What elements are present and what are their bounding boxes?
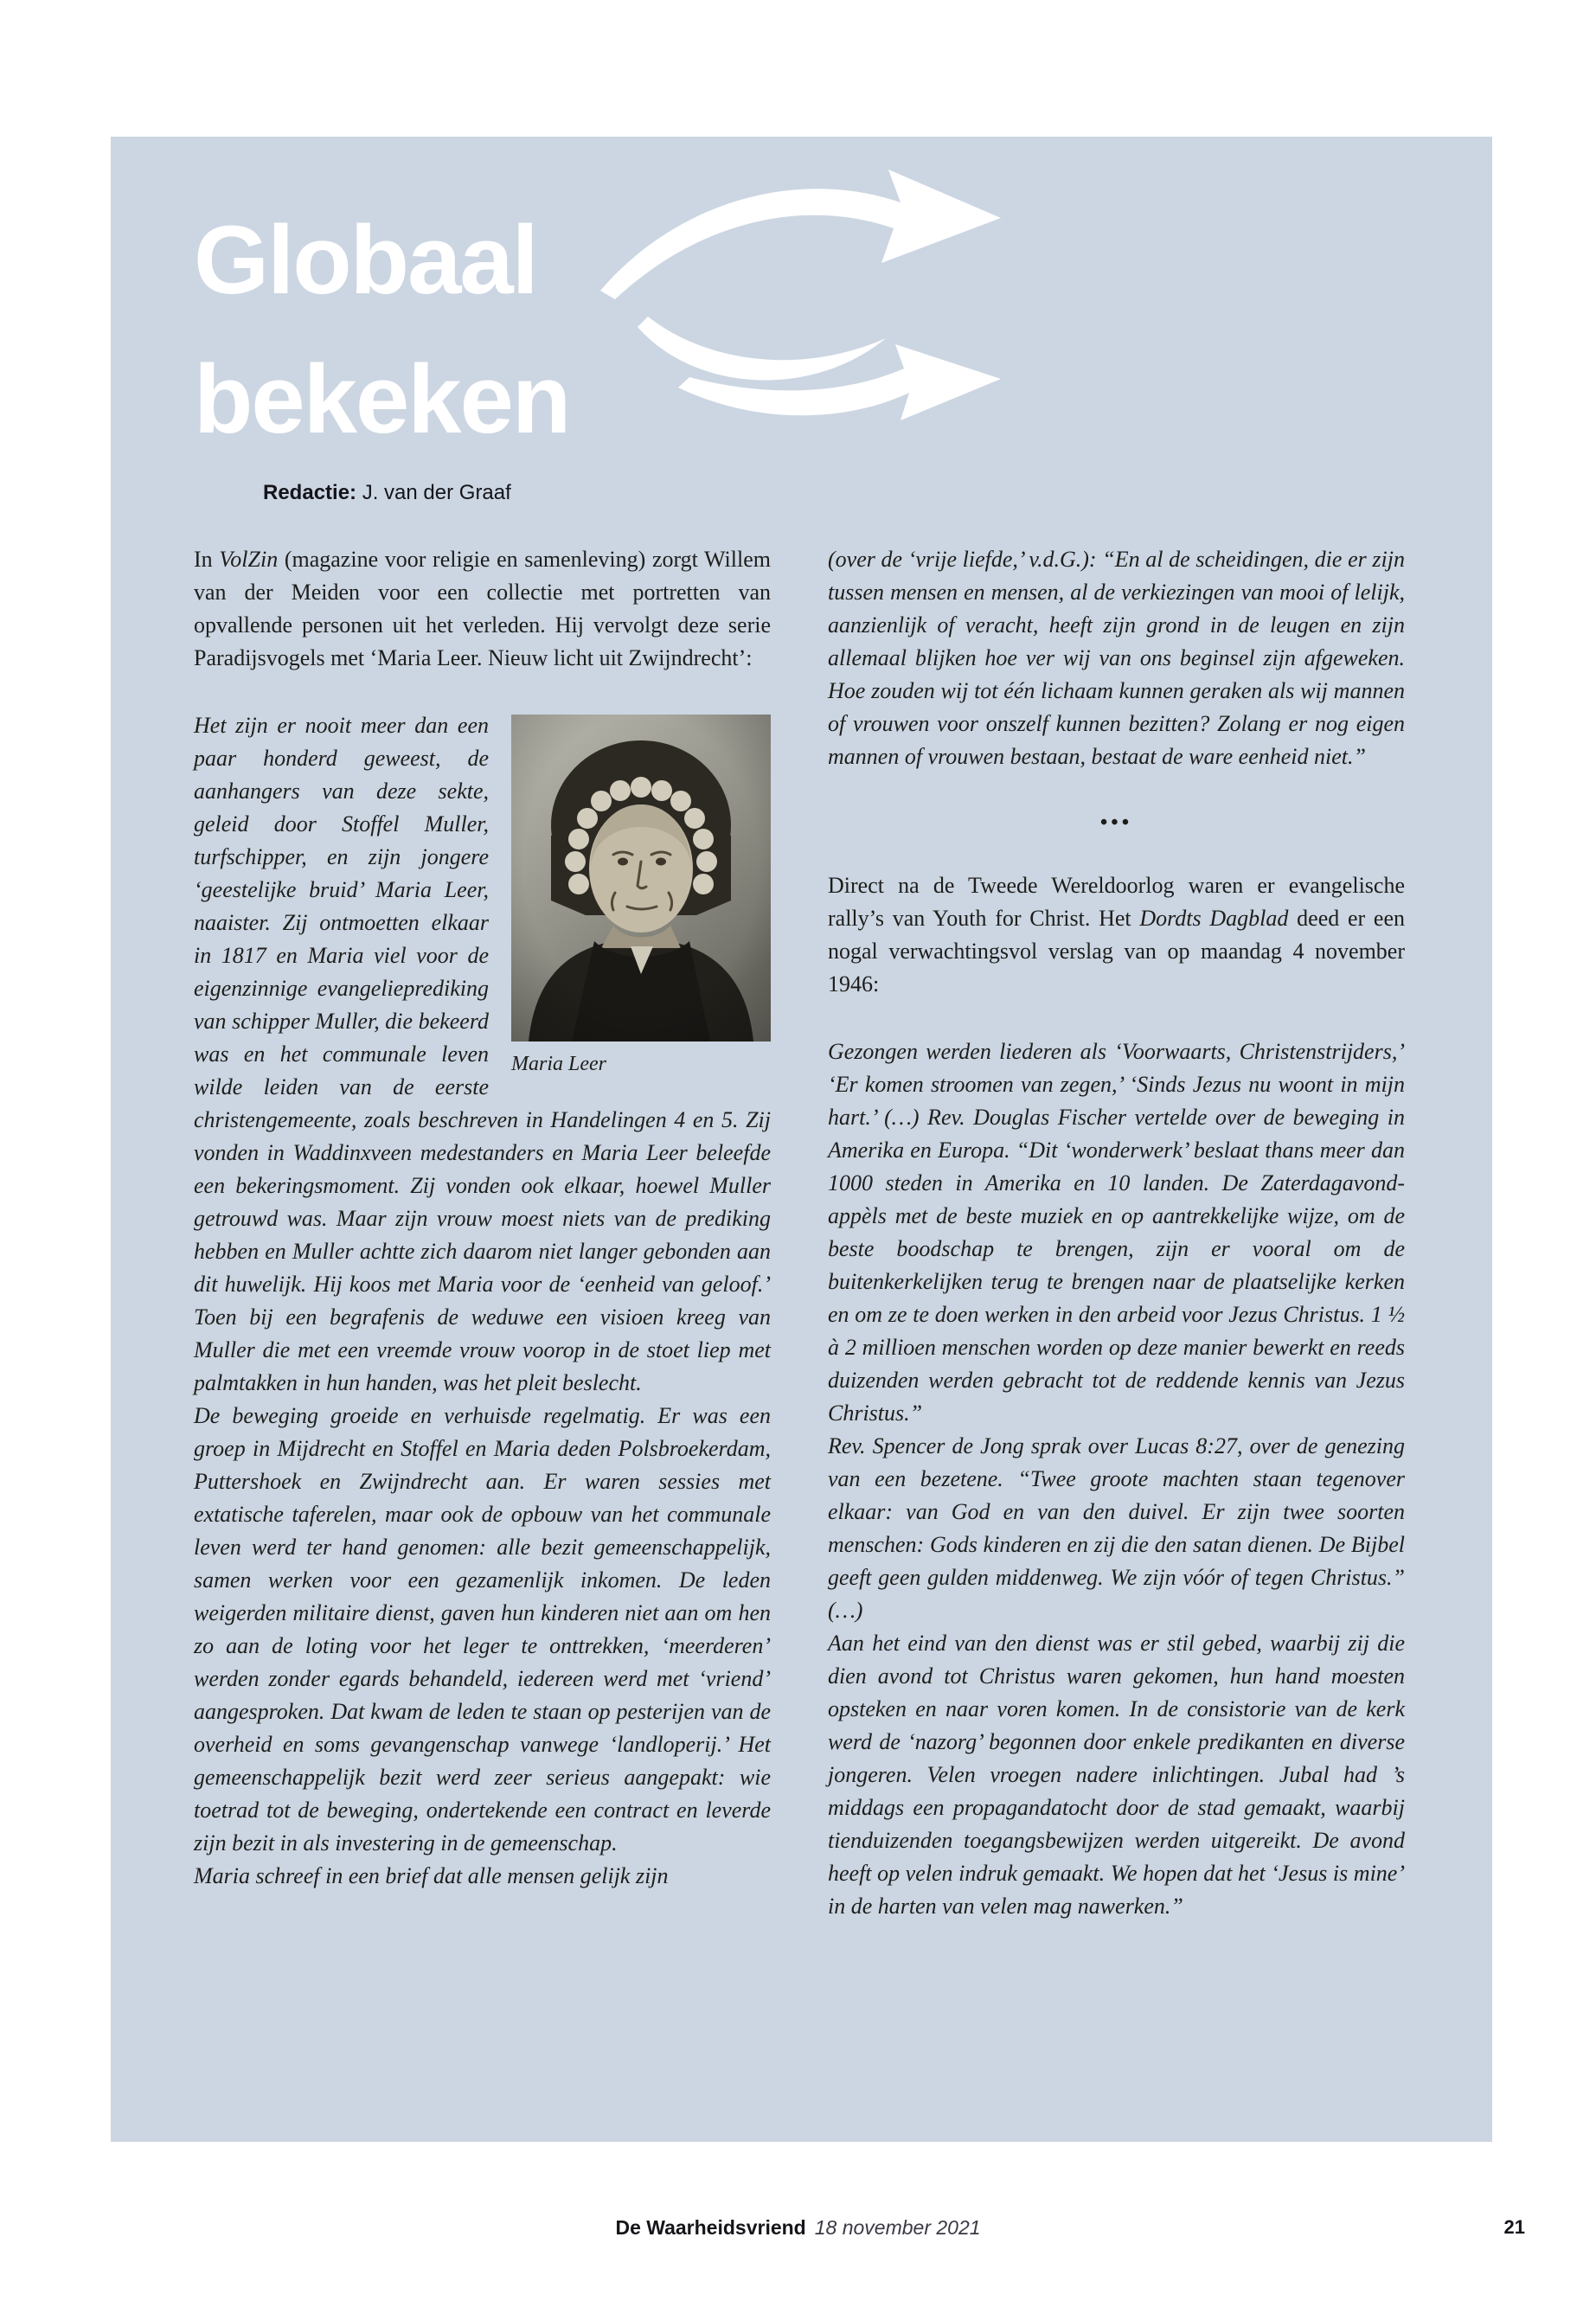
- intro-paragraph: [194, 543, 771, 675]
- quote-continuation: (over de ‘vrije liefde,’ v.d.G.): “En al de scheidingen, die er zijn tussen mensen en mensen, al de verkiezingen van mooi of lelijk, aanzienlijk of veracht, heeft zijn grond in de leugen en zijn allemaal blijken hoe ver wij van ons beginsel zijn afgeweken. Hoe zouden wij tot één lichaam kunnen geraken als wij mannen of vrouwen voor onszelf kunnen bezitten? Zolang er nog eigen mannen of vrouwen bestaan, bestaat de ware eenheid niet.”: [828, 547, 1405, 769]
- quote-paragraph: Het zijn er nooit meer dan een paar honderd geweest, de aanhangers van deze sekte, geleid door Stoffel Muller, turfschipper, en zijn jongere ‘geestelijke bruid’ Maria Leer, naaister. Zij ontmoetten elkaar in 1817 en Maria viel voor de eigenzinnige evangelieprediking van schipper Muller, die bekeerd was en het communale leven wilde leiden van de eerste christengemeente, zoals beschreven in Handelingen 4 en 5. Zij vonden in Waddinxveen medestanders en Maria Leer beleefde een bekeringsmoment. Zij vonden ook elkaar, hoewel Muller getrouwd was. Maar zijn vrouw moest niets van de prediking hebben en Muller achtte zich daarom niet langer gebonden aan dit huwelijk. Hij koos met Maria voor de ‘eenheid van geloof.’ Toen bij een begrafenis de weduwe een visioen kreeg van Muller die met een vreemde vrouw voorop in de stoet liep met palmtakken in hun handen, was het pleit beslecht.: [194, 713, 771, 1395]
- columns: [194, 543, 1405, 1923]
- quote-paragraph: Rev. Spencer de Jong sprak over Lucas 8:27, over de genezing van een bezetene. “Twee groote machten staan tegenover elkaar: van God en van den duivel. Er zijn twee soorten menschen: Gods kinderen en zij die den satan dienen. De Bijbel geeft geen gulden middenweg. We zijn vóór of tegen Christus.” (…): [828, 1433, 1405, 1623]
- intro-pre: In: [194, 547, 220, 572]
- dots-separator: •••: [1099, 811, 1133, 834]
- right-column: [828, 543, 1405, 1923]
- footer-date: 18 november 2021: [814, 2216, 981, 2239]
- quote-paragraph: Aan het eind van den dienst was er stil gebed, waarbij zij die dien avond tot Christus waren gekomen, hun hand moesten opsteken en naar voren komen. In de consistorie van de kerk werd de ‘nazorg’ begonnen door enkele predikanten en diverse jongeren. Velen vroegen nadere inlichtingen. Jubal had ’s middags een propagandatocht door de stad gemaakt, waarbij tienduizenden toegangsbewijzen werden uitgereikt. De avond heeft op velen indruk gemaakt. We hopen dat het ‘Jesus is mine’ in de harten van velen mag nawerken.”: [828, 1631, 1405, 1919]
- quote-paragraph: Maria schreef in een brief dat alle mensen gelijk zijn: [194, 1863, 669, 1888]
- page-title-line2: bekeken: [194, 345, 570, 454]
- left-column: [194, 543, 771, 1923]
- page-title: [194, 190, 569, 470]
- globe-swoosh-arrows-icon: [592, 161, 1007, 446]
- intro-paragraph-2: [828, 869, 1405, 1001]
- intro-rest: (magazine voor religie en samenleving) zorgt Willem van der Meiden voor een collectie met portretten van opvallende personen uit het verleden. Hij vervolgt deze serie Paradijsvogels met ‘Maria Leer. Nieuw licht uit Zwijndrecht’:: [194, 547, 771, 670]
- quote-paragraph: De beweging groeide en verhuisde regelmatig. Er was een groep in Mijdrecht en Stoffel en Maria deden Polsbroekerdam, Puttershoek en Zwijndrecht aan. Er waren sessies met extatische taferelen, maar ook de opbouw van het communale leven werd ter hand genomen: alle bezit gemeenschappelijk, samen werken voor een gezamenlijk inkomen. De leden weigerden militaire dienst, gaven hun kinderen niet aan om hen zo aan de loting voor het leger te onttrekken, ‘meerderen’ werden zonder egards behandeld, iedereen werd met ‘vriend’ aangesproken. Dat kwam de leden te staan op pesterijen van de overheid en soms gevangenschap vanwege ‘landloperij.’ Het gemeenschappelijk bezit werd zeer serieus aangepakt: wie toetrad tot de beweging, ondertekende een contract en leverde zijn bezit in als investering in de gemeenschap.: [194, 1403, 771, 1856]
- maria-leer-photo: [511, 715, 771, 1042]
- magazine-title-volzin: VolZin: [219, 547, 279, 572]
- byline-label: Redactie:: [263, 481, 357, 504]
- content-panel: [111, 137, 1492, 2142]
- intro2-pre: Direct na de Tweede Wereldoorlog waren er evangelische rally’s van Youth for Christ. Het: [828, 873, 1405, 931]
- quote-paragraph: Gezongen werden liederen als ‘Voorwaarts, Christenstrijders,’ ‘Er komen stroomen van zegen,’ ‘Sinds Jezus nu woont in mijn hart.’ (…) Rev. Douglas Fischer vertelde over de beweging in Amerika en Europa. “Dit ‘wonderwerk’ beslaat thans meer dan 1000 steden in Amerika en 10 landen. De Zaterdagavond-appèls met de beste muziek en op aantrekkelijke wijze, om de beste boodschap te brengen, zijn er vooral om de buitenkerkelijken terug te brengen naar de plaatselijke kerken en om ze te doen werken in den arbeid voor Jezus Christus. 1 ½ à 2 millioen menschen worden op deze manier bewerkt en reeds duizenden werden gebracht tot de reddende kennis van Jezus Christus.”: [828, 1039, 1405, 1426]
- page-title-line1: Globaal: [194, 206, 537, 314]
- footer: [0, 2216, 1596, 2240]
- photo-caption: Maria Leer: [511, 1053, 606, 1075]
- byline: [263, 481, 511, 505]
- newspaper-title-dordts-dagblad: Dordts Dagblad: [1139, 906, 1289, 931]
- page-number: 21: [1503, 2216, 1525, 2238]
- intro2-rest: deed er een nogal verwachtingsvol verslag van op maandag 4 november 1946:: [828, 906, 1406, 997]
- byline-name: J. van der Graaf: [362, 481, 511, 504]
- quote-block-left: [194, 709, 771, 1893]
- footer-magazine-name: De Waarheidsvriend: [615, 2216, 806, 2239]
- figure-maria-leer: [511, 715, 771, 1076]
